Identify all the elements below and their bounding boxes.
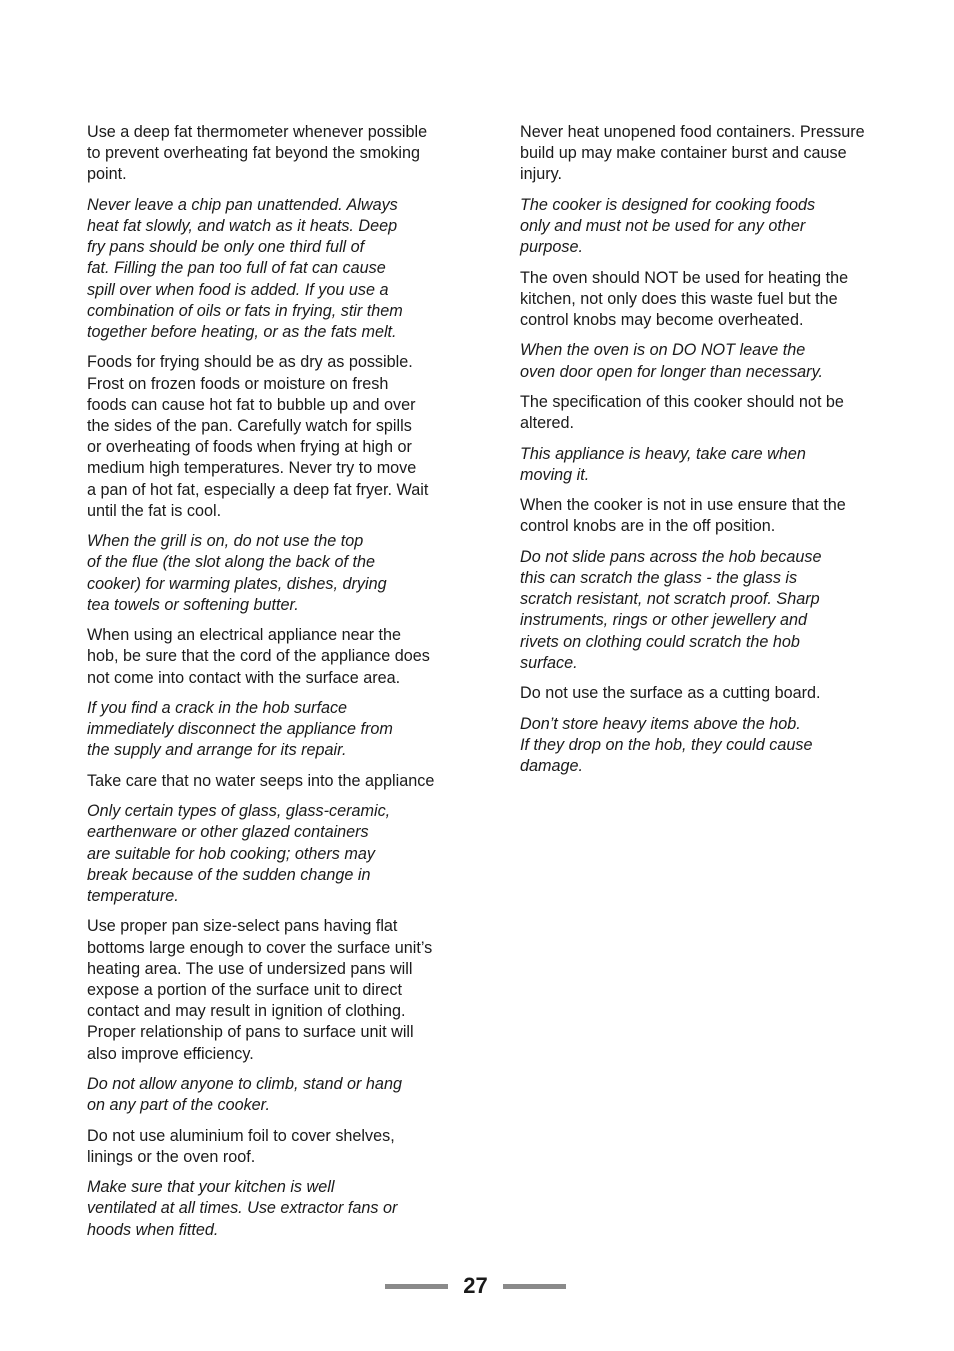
paragraph: If you find a crack in the hob surface immediately disconnect the appliance from the supply and arrange for its repair.: [87, 699, 393, 760]
page-footer: [0, 1271, 954, 1301]
paragraph: Make sure that your kitchen is well ventilated at all times. Use extractor fans or hoods when fitted.: [87, 1178, 398, 1239]
paragraph: Do not slide pans across the hob because this can scratch the glass - the glass is scratch resistant, not scratch proof. Sharp instruments, rings or other jewellery and rivets on clothing could scratch the hob surface.: [520, 547, 822, 672]
paragraph: The oven should NOT be used for heating the kitchen, not only does this waste fuel but the control knobs may become overheated.: [520, 268, 849, 329]
paragraph: Use a deep fat thermometer whenever possible to prevent overheating fat beyond the smoking point.: [87, 123, 428, 184]
footer-rule-left: [385, 1284, 448, 1289]
paragraph: When the grill is on, do not use the top of the flue (the slot along the back of the cooker) for warming plates, dishes, drying tea towels or softening butter.: [87, 532, 387, 614]
left-column: [87, 122, 471, 1250]
paragraph: Don’t store heavy items above the hob. If they drop on the hob, they could cause damage.: [520, 714, 813, 775]
paragraph: Do not allow anyone to climb, stand or hang on any part of the cooker.: [87, 1075, 402, 1115]
paragraph: This appliance is heavy, take care when moving it.: [520, 444, 806, 484]
paragraph: Take care that no water seeps into the appliance: [87, 771, 435, 790]
paragraph: Never heat unopened food containers. Pressure build up may make container burst and cause injury.: [520, 123, 865, 184]
paragraph: The cooker is designed for cooking foods only and must not be used for any other purpose.: [520, 195, 816, 257]
paragraph: The specification of this cooker should not be altered.: [520, 392, 844, 433]
paragraph: When the cooker is not in use ensure that the control knobs are in the off position.: [520, 496, 846, 536]
paragraph: When using an electrical appliance near the hob, be sure that the cord of the appliance does not come into contact with the surface area.: [87, 626, 430, 687]
footer-rule-right: [503, 1284, 566, 1289]
paragraph: Use proper pan size-select pans having flat bottoms large enough to cover the surface unit’s heating area. The use of undersized pans will expose a portion of the surface unit to direct contact and may result in ignition of clothing. Proper relationship of pans to surface unit will also improve efficiency.: [87, 917, 433, 1063]
paragraph: Do not use aluminium foil to cover shelves, linings or the oven roof.: [87, 1126, 395, 1166]
paragraph: When the oven is on DO NOT leave the oven door open for longer than necessary.: [520, 341, 823, 381]
paragraph: Foods for frying should be as dry as possible. Frost on frozen foods or moisture on fresh foods can cause hot fat to bubble up and over the sides of the pan. Carefully watch for spills or overheating of foods when frying at high or medium high temperatures. Never try to move a pan of hot fat, especially a deep fat fryer. Wait until the fat is cool.: [87, 353, 429, 520]
paragraph: Never leave a chip pan unattended. Always heat fat slowly, and watch as it heats. Deep fry pans should be only one third full of fat. Filling the pan too full of fat can cause spill over when food is added. If you use a combination of oils or fats in frying, stir them together before heating, or as the fats melt.: [87, 195, 403, 342]
page-number: 27: [463, 1273, 488, 1298]
right-column: [520, 122, 898, 786]
paragraph: Only certain types of glass, glass-ceramic, earthenware or other glazed containers are suitable for hob cooking; others may break because of the sudden change in temperature.: [87, 802, 391, 906]
paragraph: Do not use the surface as a cutting board.: [520, 684, 821, 703]
